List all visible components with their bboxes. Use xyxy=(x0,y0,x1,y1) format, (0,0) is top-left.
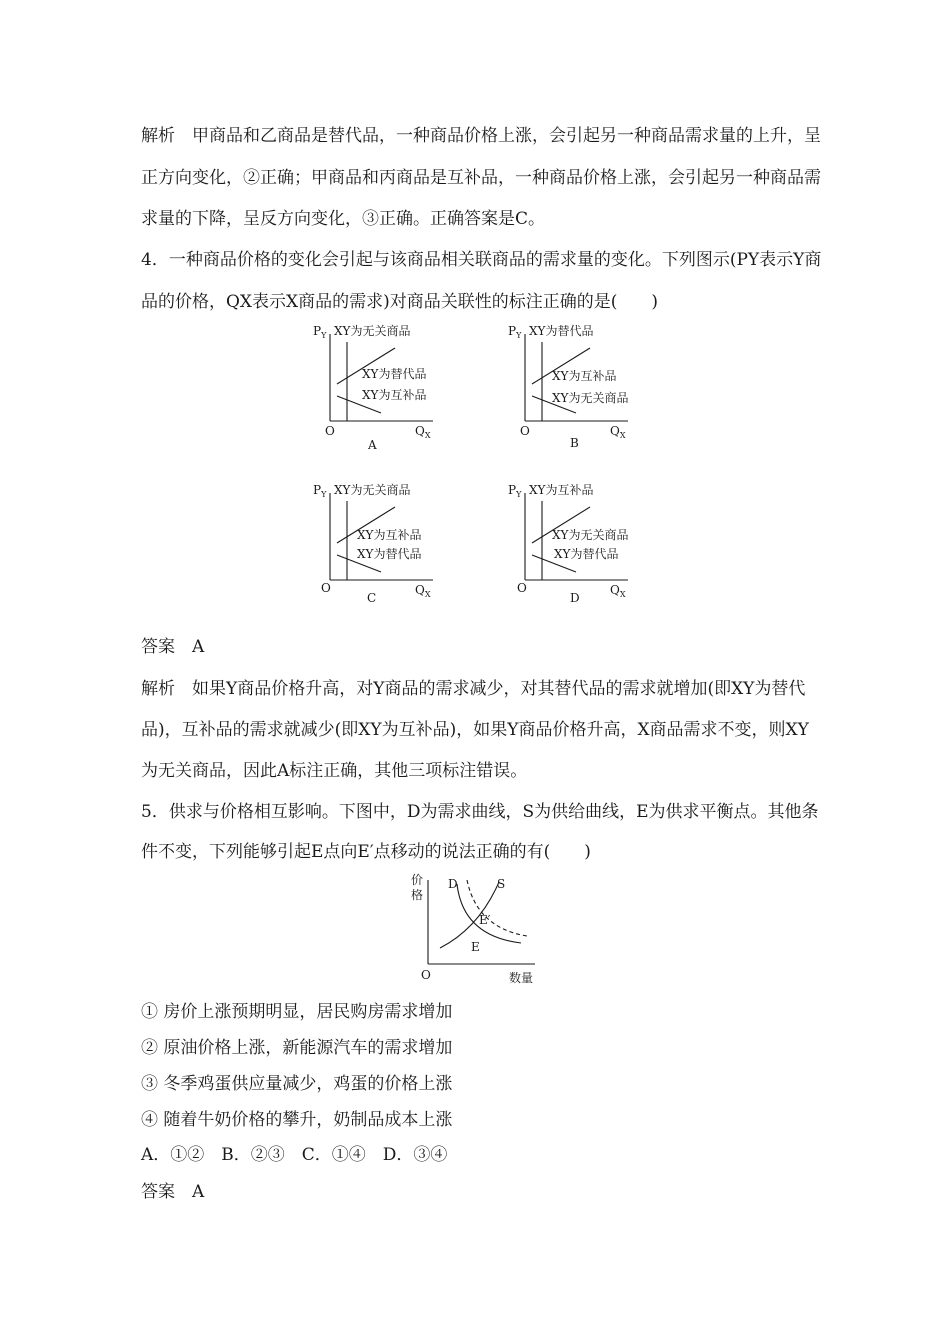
graph-a-letter: A xyxy=(368,438,377,452)
sd-supply-label: S xyxy=(497,877,506,891)
graph-b-top-label: XY为替代品 xyxy=(529,324,594,338)
graph-a xyxy=(305,318,465,458)
q4-analysis-line-1: 解析 如果Y商品价格升高，对Y商品的需求减少，对其替代品的需求就增加(即XY为替代 xyxy=(141,679,806,699)
q4-stem-line-2: 品的价格，QX表示X商品的需求)对商品关联性的标注正确的是( ) xyxy=(141,292,659,312)
graph-c-x-label: $Q_X$ xyxy=(415,583,431,599)
q5-option-4: ④ 随着牛奶价格的攀升，奶制品成本上涨 xyxy=(141,1110,453,1130)
q4-analysis-line-2: 品)，互补品的需求就减少(即XY为互补品)，如果Y商品价格升高，X商品需求不变，则XY xyxy=(141,720,809,740)
sd-demand-label: D xyxy=(448,877,458,891)
sd-e-prime-label: E′ xyxy=(479,913,491,927)
graph-d-origin: O xyxy=(517,581,527,595)
q5-option-1: ① 房价上涨预期明显，居民购房需求增加 xyxy=(141,1002,453,1022)
graph-b-x-label: $Q_X$ xyxy=(610,424,626,440)
graph-c-mid-label: XY为互补品 xyxy=(357,528,422,542)
graph-a-y-label: $P_Y$ xyxy=(313,324,327,340)
graph-a-x-label: $Q_X$ xyxy=(415,424,431,440)
graph-c-bot-label: XY为替代品 xyxy=(357,547,422,561)
q5-option-2: ② 原油价格上涨，新能源汽车的需求增加 xyxy=(141,1038,453,1058)
q4-stem-line-1: 4．一种商品价格的变化会引起与该商品相关联商品的需求量的变化。下列图示(PY表示Y商 xyxy=(141,250,822,270)
q3-analysis-line-2: 正方向变化，②正确；甲商品和丙商品是互补品，一种商品价格上涨，会引起另一种商品需 xyxy=(141,168,821,188)
graph-a-origin: O xyxy=(325,424,335,438)
graph-c-letter: C xyxy=(367,591,377,605)
graph-c-top-label: XY为无关商品 xyxy=(334,483,411,497)
graph-b-bot-label: XY为无关商品 xyxy=(552,391,629,405)
q5-choices: A．①② B．②③ C．①④ D．③④ xyxy=(141,1145,448,1165)
graph-a-top-label: XY为无关商品 xyxy=(334,324,411,338)
graph-c xyxy=(305,477,465,617)
q5-stem-line-2: 件不变，下列能够引起E点向E′点移动的说法正确的有( ) xyxy=(141,842,591,862)
graph-d-mid-label: XY为无关商品 xyxy=(552,528,629,542)
graph-d xyxy=(500,477,660,617)
graph-a-bot-label: XY为互补品 xyxy=(362,388,427,402)
graph-b-mid-label: XY为互补品 xyxy=(552,369,617,383)
q5-answer: 答案 A xyxy=(141,1182,205,1202)
sd-y-label-1: 价 xyxy=(411,873,424,887)
q3-analysis-line-3: 求量的下降，呈反方向变化，③正确。正确答案是C。 xyxy=(141,209,546,229)
graph-b xyxy=(500,318,660,458)
graph-d-letter: D xyxy=(570,591,580,605)
graph-d-x-label: $Q_X$ xyxy=(610,583,626,599)
graph-b-origin: O xyxy=(520,424,530,438)
graph-b-letter: B xyxy=(570,436,579,450)
graph-a-mid-label: XY为替代品 xyxy=(362,367,427,381)
graph-d-y-label: $P_Y$ xyxy=(508,483,522,499)
sd-x-label: 数量 xyxy=(509,971,534,985)
q4-answer: 答案 A xyxy=(141,637,205,657)
sd-e-label: E xyxy=(471,940,480,954)
graph-d-bot-label: XY为替代品 xyxy=(554,547,619,561)
sd-y-label-2: 格 xyxy=(411,888,424,902)
supply-demand-graph xyxy=(405,862,565,992)
q5-option-3: ③ 冬季鸡蛋供应量减少，鸡蛋的价格上涨 xyxy=(141,1074,453,1094)
q3-analysis-line-1: 解析 甲商品和乙商品是替代品，一种商品价格上涨，会引起另一种商品需求量的上升，呈 xyxy=(141,126,821,146)
q5-stem-line-1: 5．供求与价格相互影响。下图中，D为需求曲线，S为供给曲线，E为供求平衡点。其他条 xyxy=(141,802,819,822)
graph-c-y-label: $P_Y$ xyxy=(313,483,327,499)
q4-analysis-line-3: 为无关商品，因此A标注正确，其他三项标注错误。 xyxy=(141,761,528,781)
sd-origin: O xyxy=(421,968,431,982)
graph-c-origin: O xyxy=(321,581,331,595)
graph-b-y-label: $P_Y$ xyxy=(508,324,522,340)
graph-d-top-label: XY为互补品 xyxy=(529,483,594,497)
